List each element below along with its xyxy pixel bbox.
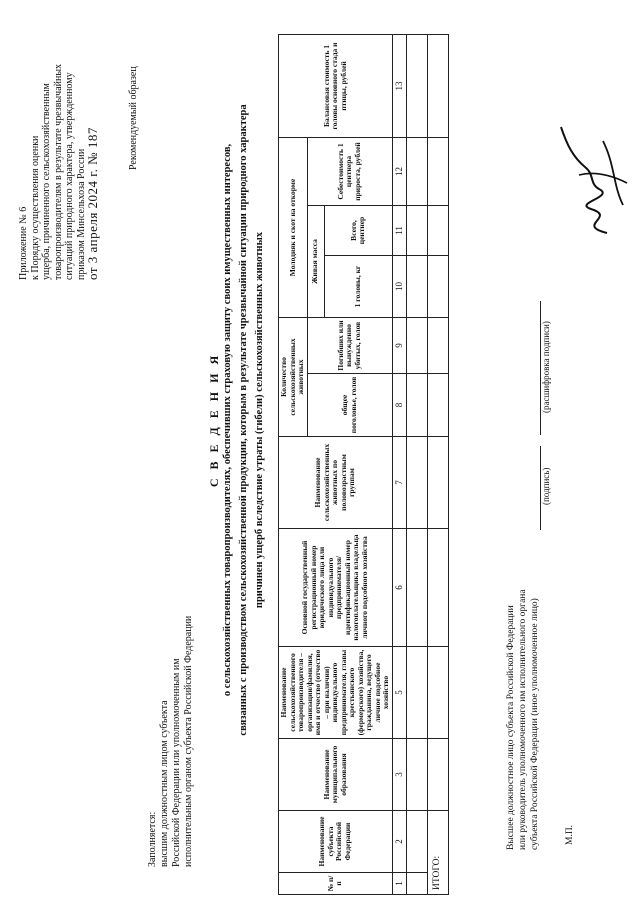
table-cell[interactable] <box>406 811 427 873</box>
header-line: приказом Минсельхоза России <box>75 148 87 280</box>
col-header-producer-name: Наименование сельскохозяйственного товаропроизводителя – организации/фамилия, имя и отчество (отчество – при наличии) индивидуального предпринимателя, главы крестьянского (фермерского) хозяйства, гражданина, ведущего личное подсобное хозяйство <box>279 647 393 739</box>
col-header-weight-per-head: 1 головы, кг <box>324 256 392 318</box>
col-header-animal-name: Наименование сельскохозяйственных животных по половозрастным группам <box>279 437 393 529</box>
total-label: ИТОГО: <box>427 811 448 895</box>
table-cell[interactable] <box>406 256 427 318</box>
col-header-young-stock: Молодняк и скот на откорме <box>279 137 308 317</box>
table-cell[interactable] <box>427 437 448 529</box>
col-header-region: Наименование субъекта Российской Федерации <box>279 811 393 873</box>
column-number: 8 <box>392 374 406 437</box>
recommended-sample-label: Рекомендуемый образец <box>128 66 139 170</box>
table-cell[interactable] <box>427 374 448 437</box>
title-line: о сельскохозяйственных товаропроизводителях, обеспечивших страховую защиту своих имущественных интересов, <box>222 143 233 697</box>
signatory-line: субъекта Российской Федерации (иное уполномоченное лицо) <box>530 598 540 850</box>
table-cell[interactable] <box>406 318 427 374</box>
header-line: ущерба, причиненного сельскохозяйственным <box>41 83 52 280</box>
col-header-gain-cost: Себестоимость 1 центнера прироста, рублей <box>307 137 392 205</box>
column-number: 2 <box>392 811 406 873</box>
col-header-number: № п/п <box>279 873 393 895</box>
column-number: 3 <box>392 739 406 811</box>
title-line: связанных с производством сельскохозяйственной продукции, которым в результате чрезвычайной ситуации природного характера <box>238 104 249 736</box>
column-number: 11 <box>392 206 406 256</box>
signatory-line: или руководитель уполномоченного им исполнительного органа <box>518 589 528 850</box>
col-header-weight-total: Всего, центнер <box>324 206 392 256</box>
filled-by-line: исполнительным органом субъекта Российской Федерации <box>183 615 194 867</box>
appendix-header <box>18 64 99 280</box>
table-cell[interactable] <box>427 256 448 318</box>
header-line: к Порядку осуществления оценки <box>29 135 41 280</box>
title-line: причинен ущерб вследствие утраты (гибели) сельскохозяйственных животных <box>254 231 265 609</box>
header-line: Приложение № 6 <box>18 206 29 280</box>
col-header-total-heads: общее поголовье, голов <box>307 374 392 437</box>
filled-by-note <box>147 616 195 867</box>
table-cell[interactable] <box>427 529 448 647</box>
column-number: 6 <box>392 529 406 647</box>
column-number: 9 <box>392 318 406 374</box>
document-title: С В Е Д Е Н И Я <box>207 352 221 488</box>
table-cell[interactable] <box>406 374 427 437</box>
column-number: 10 <box>392 256 406 318</box>
column-numbers-row <box>392 34 406 894</box>
filled-by-line: высшим должностным лицом субъекта <box>159 700 170 867</box>
seal-place-label: М.П. <box>565 824 575 845</box>
filled-by-line: Заполняется: <box>147 811 158 867</box>
handwritten-signature <box>555 115 635 245</box>
column-number: 1 <box>392 873 406 895</box>
table-cell[interactable] <box>406 437 427 529</box>
col-header-live-weight: Живая масса <box>307 206 324 318</box>
order-date-number: от 3 апреля 2024 г. № 187 <box>85 127 100 280</box>
table-cell[interactable] <box>427 137 448 205</box>
col-header-registration-number: Основной государственный регистрационный номер юридического лица или индивидуального предпринимателя/ идентификационный номер налогоплательщика владельца личного подсобного хозяйства <box>279 529 393 647</box>
column-number: 5 <box>392 647 406 739</box>
col-header-animal-count: Количество сельскохозяйственных животных <box>279 318 308 437</box>
table-cell[interactable] <box>406 137 427 205</box>
column-number: 12 <box>392 137 406 205</box>
signatory-line: Высшее должностное лицо субъекта Российской Федерации <box>506 605 516 850</box>
header-line: ситуаций природного характера, утвержденному <box>64 72 75 280</box>
table-row <box>406 34 427 894</box>
filled-by-line: Российской Федерации или уполномоченным им <box>171 658 182 867</box>
table-cell[interactable] <box>406 739 427 811</box>
col-header-municipality: Наименование муниципального образования <box>279 739 393 811</box>
table-cell[interactable] <box>406 647 427 739</box>
signatory-block <box>505 589 541 850</box>
table-cell[interactable] <box>427 34 448 137</box>
column-number: 7 <box>392 437 406 529</box>
total-row <box>427 34 448 894</box>
header-line: товаропроизводителям в результате чрезвычайных <box>52 63 64 280</box>
table-cell[interactable] <box>427 647 448 739</box>
name-decode-caption: (расшифровка подписи) <box>541 321 551 413</box>
table-cell[interactable] <box>427 206 448 256</box>
column-number: 13 <box>392 34 406 137</box>
table-cell[interactable] <box>427 739 448 811</box>
signature-caption: (подпись) <box>541 467 551 505</box>
table-cell[interactable] <box>406 873 427 895</box>
col-header-dead-heads: Погибших или вынужденно убитых, голов <box>307 318 392 374</box>
table-cell[interactable] <box>406 529 427 647</box>
table-cell[interactable] <box>427 318 448 374</box>
table-cell[interactable] <box>406 34 427 137</box>
table-cell[interactable] <box>406 206 427 256</box>
livestock-loss-table <box>278 34 449 895</box>
col-header-balance-cost: Балансовая стоимость 1 головы основного стада и птицы, рублей <box>279 34 393 137</box>
